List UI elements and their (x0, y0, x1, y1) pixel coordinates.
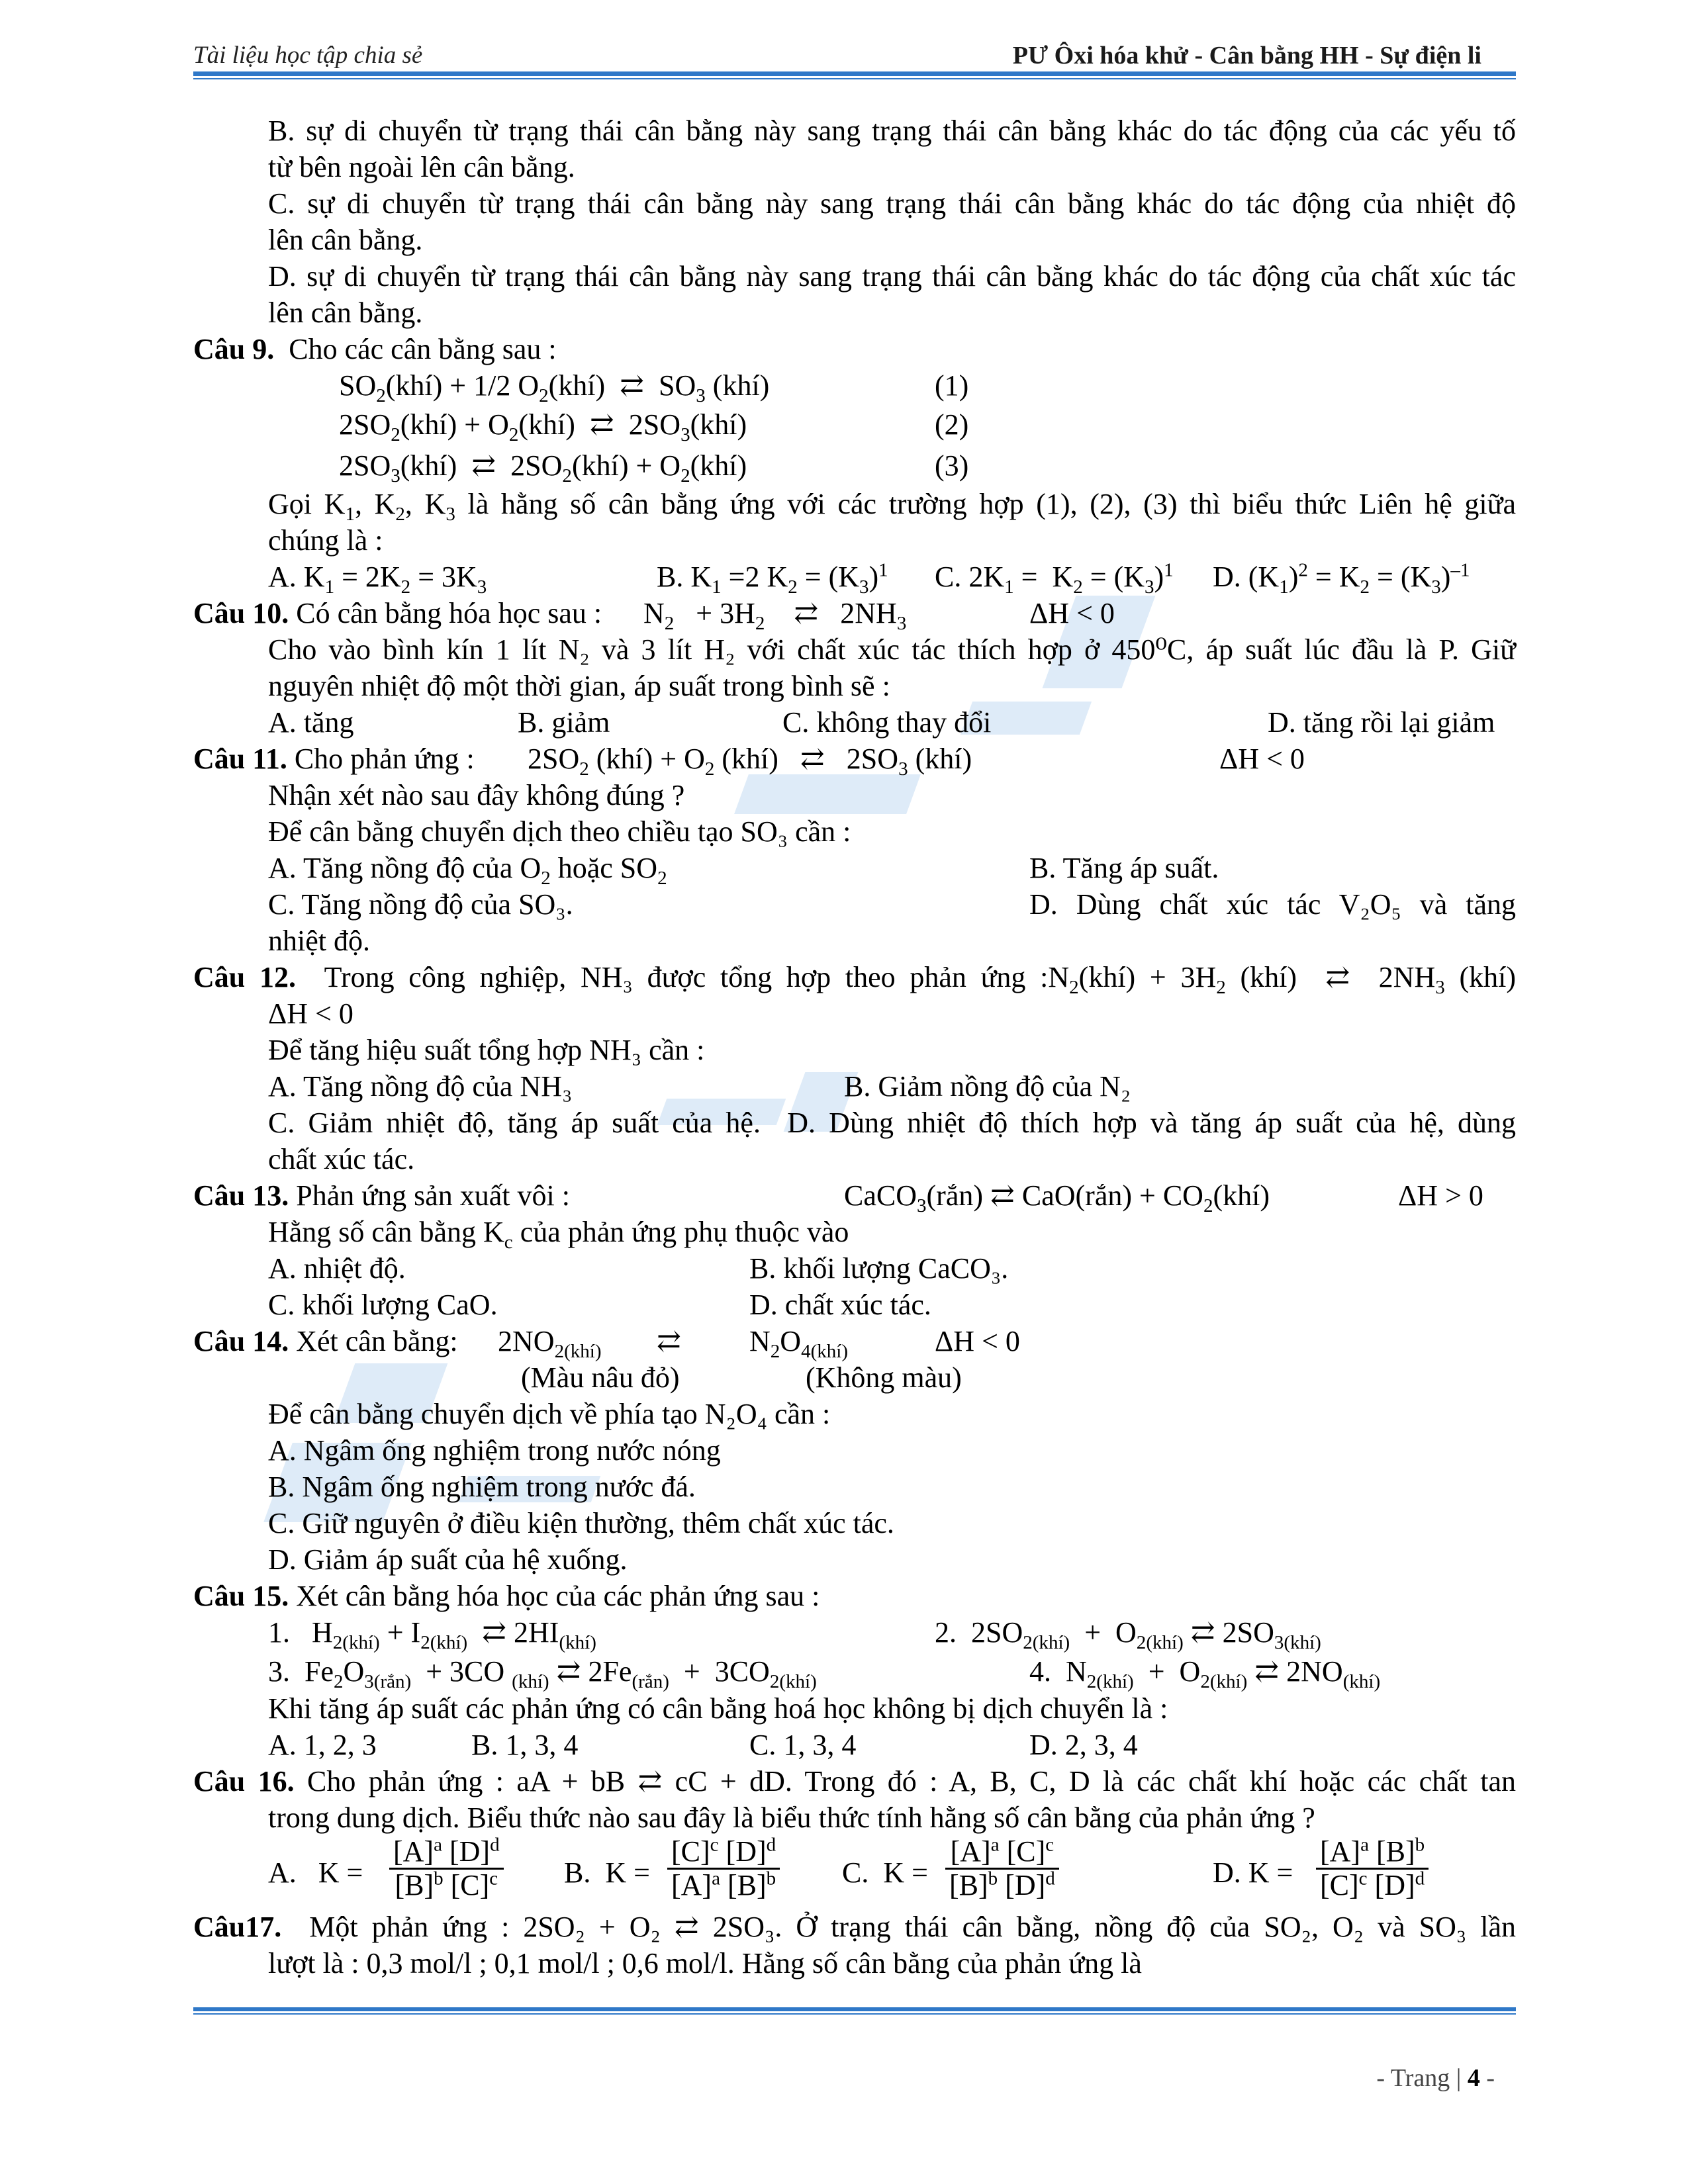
q17-line1: Câu17. Một phản ứng : 2SO₂ + O₂ ⇄ 2SO₃. Ở trạng thái cân bằng, nồng độ của SO₂, O₂ và SO₃ lần (193, 1911, 1517, 1943)
header-rule (193, 71, 1516, 76)
header-right: PƯ Ôxi hóa khử - Cân bằng HH - Sự điện li (1012, 42, 1481, 69)
page-number: - Trang | 4 - (1376, 2064, 1495, 2092)
q13-stem: Câu 13. Phản ứng sản xuất vôi : CaCO$_3$(rắn) ⇄ CaO(rắn) + $CO_2(khí)$ ΔH > 0 (193, 1179, 1483, 1216)
q16-fraction-c: $\frac{[A]^a [C]^c}{[B]^b [D]^d}$ (945, 1836, 1059, 1901)
q9-eq1: $SO_2(khí) + 1/2$ $O_2(khí)$ ⇄ $SO_3$ (khí) (1) (339, 369, 969, 406)
q11-stem: Câu 11. Cho phản ứng : $2SO_2$ (khí) + $O_2$ (khí) ⇄ $2SO_3$ (khí) ΔH < 0 (193, 743, 1305, 780)
q14-option-a: A. Ngâm ống nghiệm trong nước nóng (268, 1434, 721, 1467)
q10-stem: Câu 10. Có cân bằng hóa học sau : $N_2 + 3H_2$ ⇄ $2NH_3$ ΔH < 0 (193, 597, 1115, 634)
q12-dh: ΔH < 0 (268, 997, 353, 1030)
q14-line1: Để cân bằng chuyển dịch về phía tạo N₂O₄ cần : (268, 1398, 831, 1430)
q10-line2: nguyên nhiệt độ một thời gian, áp suất trong bình sẽ : (268, 670, 890, 702)
q9-prompt-line1: Gọi $K_1$, $K_2$, $K_3$ là hằng số cân bằng ứng với các trường hợp (1), (2), (3) thì biểu thức Liên hệ giữa (268, 488, 1516, 525)
q11-options-cd: C. Tăng nồng độ của SO₃. D. Dùng chất xúc tác V₂O₅ và tăng (268, 888, 1516, 921)
q8-option-c-line1: C. sự di chuyển từ trạng thái cân bằng này sang trạng thái cân bằng khác do tác động của nhiệt độ (268, 187, 1516, 220)
q16-options: A. K = $\frac{[A]^a [D]^d}{[B]^b [C]^c}$ B. K = $\frac{[C]^c [D]^d}{[A]^a [B]^b}$ C. K = $\frac{[A]^a [C]^c}{[B]^b [D]^d}$ D. K = $\frac{[A]^a [B]^b}{[C]^c [D]^d}$ (193, 1836, 1516, 1909)
q14-option-c: C. Giữ nguyên ở điều kiện thường, thêm chất xúc tác. (268, 1507, 894, 1539)
q9-stem: Câu 9. Cho các cân bằng sau : (193, 333, 557, 365)
q12-option-d-line2: chất xúc tác. (268, 1143, 415, 1175)
q15-label: Câu 15. (193, 1580, 289, 1612)
q10-options: A. tăng B. giảm C. không thay đổi D. tăng rồi lại giảm (268, 706, 1495, 739)
q8-option-b-line1: B. sự di chuyển từ trạng thái cân bằng này sang trạng thái cân bằng khác do tác động của các yếu tố (268, 114, 1516, 147)
q12-options-ab: A. Tăng nồng độ của NH₃ B. Giảm nồng độ của N₂ (268, 1070, 1131, 1103)
q16-line2: trong dung dịch. Biểu thức nào sau đây là biểu thức tính hằng số cân bằng của phản ứng ? (268, 1801, 1315, 1834)
q16-fraction-b: $\frac{[C]^c [D]^d}{[A]^a [B]^b}$ (667, 1836, 780, 1901)
q12-stem: Câu 12. Trong công nghiệp, NH₃ được tổng hợp theo phản ứng $:N_2(khí) + 3H_2$ (khí) ⇄ $2NH_3$ (khí) (193, 961, 1517, 998)
q16-fraction-a: $\frac{[A]^a [D]^d}{[B]^b [C]^c}$ (389, 1836, 504, 1901)
q16-line1: Câu 16. Cho phản ứng : aA + bB ⇄ cC + dD. Trong đó : A, B, C, D là các chất khí hoặc các chất tan (193, 1765, 1516, 1797)
q11-options-ab: A. Tăng nồng độ của $O_2$ hoặc $SO_2$ B. Tăng áp suất. (268, 852, 1219, 889)
q9-prompt-line2: chúng là : (268, 524, 383, 557)
q13-options-ab: A. nhiệt độ. B. khối lượng CaCO₃. (268, 1252, 1009, 1285)
q8-option-b-line2: từ bên ngoài lên cân bằng. (268, 151, 575, 183)
q10-line1: Cho vào bình kín 1 lít N₂ và 3 lít H₂ với chất xúc tác thích hợp ở 450⁰C, áp suất lúc đầu là P. Giữ (268, 633, 1516, 666)
q13-label: Câu 13. (193, 1179, 289, 1212)
q14-option-b: B. Ngâm ống nghiệm trong nước đá. (268, 1471, 696, 1503)
q11-label: Câu 11. (193, 743, 287, 775)
q12-options-cd: C. Giảm nhiệt độ, tăng áp suất của hệ. D. Dùng nhiệt độ thích hợp và tăng áp suất của hệ, dùng (268, 1107, 1517, 1139)
q9-eq2: $2SO_2(khí)$ + $O_2(khí)$ ⇄ $2SO_3(khí)$ (2) (339, 408, 969, 445)
q9-options: A. $K_1 = 2K_2 = 3K_3$ B. $K_1 =2$ $K_2 = (K_3)^1$ C. $2K_1 = K_2 = (K_3)^1$ D. $(K_1)^2 = K_2 = (K_3)^{-1}$ (268, 559, 1470, 598)
q12-label: Câu 12. (193, 961, 296, 993)
q16-fraction-d: $\frac{[A]^a [B]^b}{[C]^c [D]^d}$ (1316, 1836, 1429, 1901)
q13-line1: Hằng số cân bằng $K_c$ của phản ứng phụ thuộc vào (268, 1216, 849, 1253)
q15-stem: Câu 15. Xét cân bằng hóa học của các phản ứng sau : (193, 1580, 820, 1612)
header-left: Tài liệu học tập chia sẻ (193, 42, 423, 69)
document-body (193, 113, 1516, 1981)
q8-option-d-line1: D. sự di chuyển từ trạng thái cân bằng này sang trạng thái cân bằng khác do tác động của chất xúc tác (268, 260, 1516, 293)
q12-line1: Để tăng hiệu suất tổng hợp NH₃ cần : (268, 1034, 705, 1066)
q14-label: Câu 14. (193, 1325, 289, 1357)
q9-label: Câu 9. (193, 333, 275, 365)
q15-reactions-34: 3. $Fe_2O_{3(rắn)} + 3CO$ $_{(khí)}$ ⇄ $2Fe_{(rắn)} + 3CO_{2(khí)}$ 4. $N_{2(khí)} + O_{2(khí)}$ ⇄ $2NO_{(khí)}$ (268, 1655, 1381, 1692)
q8-option-c-line2: lên cân bằng. (268, 224, 423, 256)
q15-reactions-12: 1. $H_{2(khí)} + I_{2(khí)}$ ⇄ $2HI_{(khí)}$ 2. $2SO_{2(khí)} + O_{2(khí)}$ ⇄ $2SO_{3(khí)}$ (268, 1616, 1321, 1653)
footer-rule (193, 2007, 1516, 2011)
q14-stem: Câu 14. Xét cân bằng: $2NO_{2(khí)}$ ⇄ $N_2O_{4(khí)}$ ΔH < 0 (193, 1325, 1020, 1362)
q9-eq3: $2SO_3(khí)$ ⇄ $2SO_2(khí)$ + $O_2(khí)$ (3) (339, 449, 969, 486)
q17-label: Câu17. (193, 1911, 282, 1943)
q11-option-d-line2: nhiệt độ. (268, 925, 370, 957)
q14-notes: (Màu nâu đỏ) (Không màu) (521, 1361, 962, 1394)
q15-options: A. 1, 2, 3 B. 1, 3, 4 C. 1, 3, 4 D. 2, 3, 4 (268, 1729, 1138, 1761)
q8-option-d-line2: lên cân bằng. (268, 296, 423, 329)
q17-line2: lượt là : 0,3 mol/l ; 0,1 mol/l ; 0,6 mol/l. Hằng số cân bằng của phản ứng là (268, 1947, 1142, 1979)
header-rule-thin (193, 78, 1516, 79)
footer-rule-thin (193, 2013, 1516, 2015)
q11-line2: Để cân bằng chuyển dịch theo chiều tạo SO₃ cần : (268, 815, 851, 848)
q16-label: Câu 16. (193, 1765, 295, 1797)
q13-options-cd: C. khối lượng CaO. D. chất xúc tác. (268, 1289, 931, 1321)
q14-option-d: D. Giảm áp suất của hệ xuống. (268, 1543, 628, 1576)
q11-line1: Nhận xét nào sau đây không đúng ? (268, 779, 685, 811)
q10-label: Câu 10. (193, 597, 289, 629)
q15-line1: Khi tăng áp suất các phản ứng có cân bằng hoá học không bị dịch chuyển là : (268, 1692, 1168, 1725)
